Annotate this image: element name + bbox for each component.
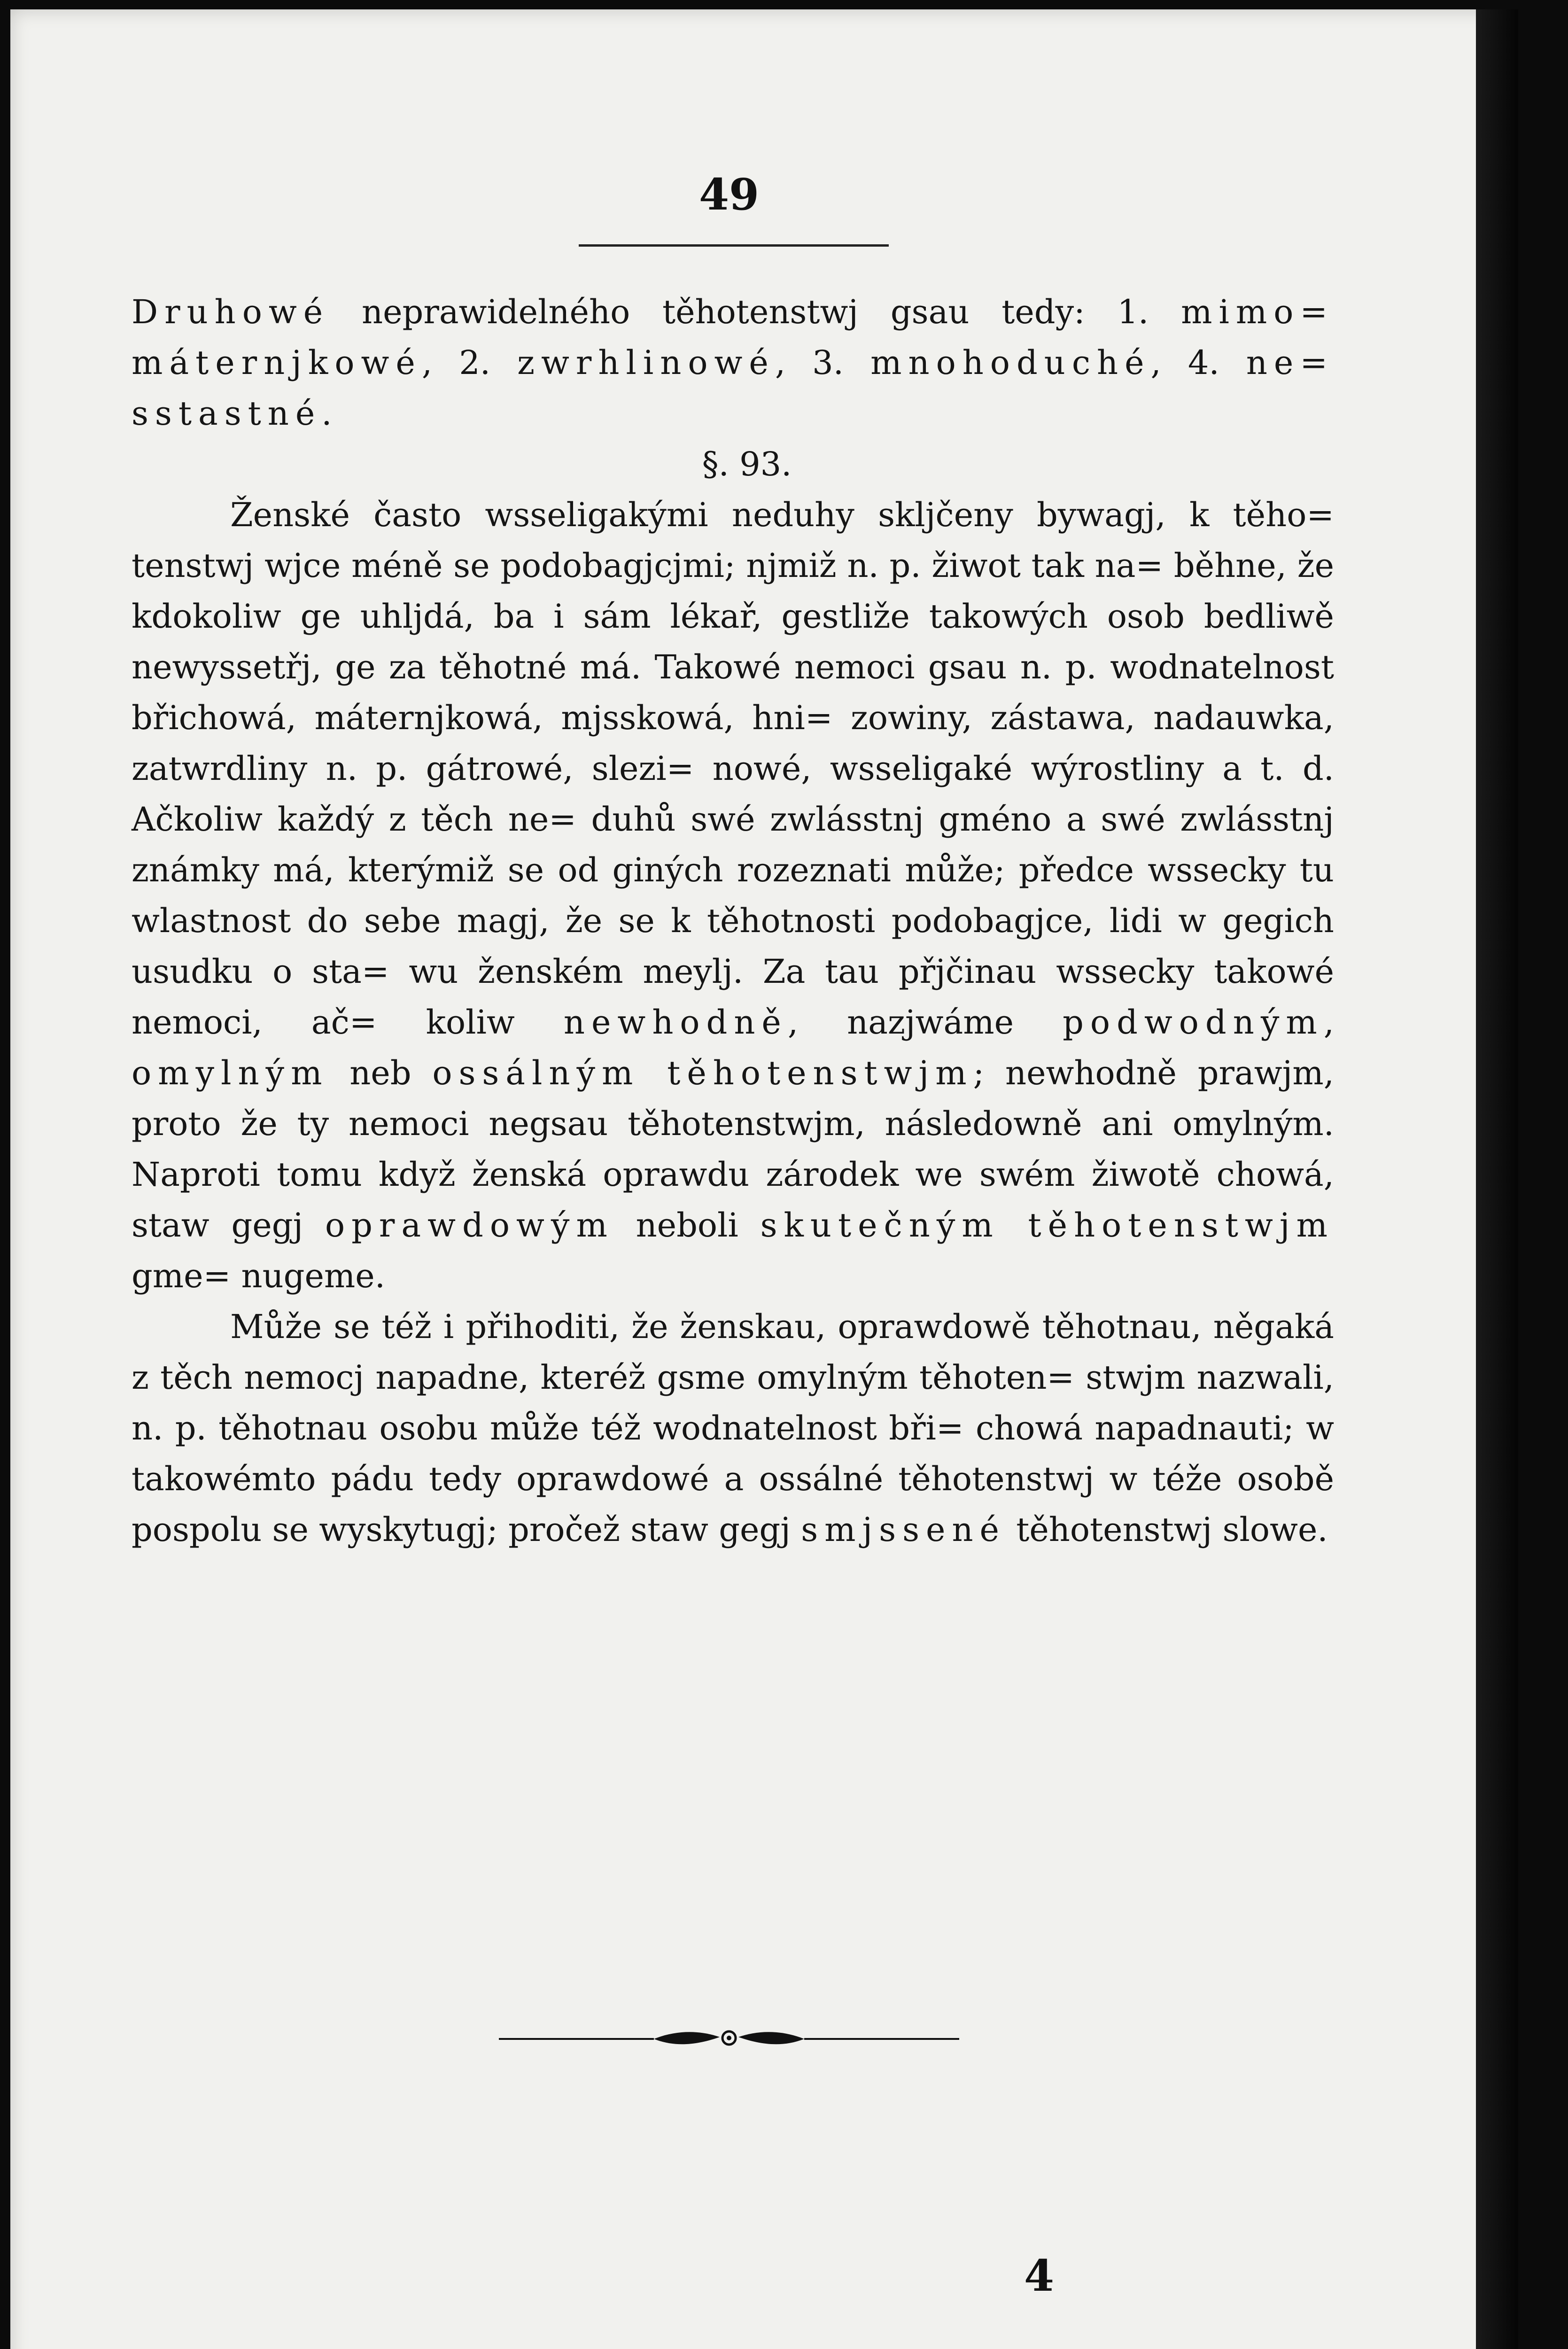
- header-rule: [579, 244, 889, 247]
- emphasis: Druhowé: [132, 293, 330, 331]
- section-heading: §. 93.: [702, 445, 792, 483]
- paragraph-2: Ženské často wsseligakými neduhy skljčeny bywagj, k těho= tenstwj wjce méně se podobagjcjmi; njmiž n. p. žiwot tak na= běhne, že kdokoliw ge uhljdá, ba i sám lékař, gestliže takowých osob bedliwě newyssetřj, ge za těhotné má. Takowé nemoci gsau n. p. wodnatelnost břichowá, máternjkowá, mjsskowá, hni= zowiny, zástawa, nadauwka, zatwrdliny n. p. gátrowé, slezi= nowé, wsseligaké wýrostliny a t. d. Ačkoliw každý z těch ne= duhů swé zwlásstnj gméno a swé zwlásstnj známky má, kterýmiž se od giných rozeznati může; předce wssecky tu wlastnost do sebe magj, že se k těhotnosti podobagjce, lidi w gegich usudku o sta= wu ženském meylj. Za tau přjčinau wssecky takowé nemoci, ač= koliw newhodně, nazjwáme podwodným, omylným neb ossálným těhotenstwjm; newhodně prawjm, proto že ty nemoci negsau těhotenstwjm, následowně ani omylným. Naproti tomu když ženská oprawdu zárodek we swém žiwotě chowá, staw gegj oprawdowým neboli skutečným těhotenstwjm gme= nugeme.: [132, 496, 1335, 1295]
- ornament-flourish-left: [654, 2032, 720, 2044]
- body-text: [132, 287, 1334, 1555]
- emphasis: ne=: [1246, 343, 1335, 382]
- emphasis: máternjkowé: [132, 343, 422, 382]
- book-page: [10, 9, 1518, 2349]
- ornament-center-dot: [727, 2036, 731, 2040]
- paragraph-1: Druhowé neprawidelného těhotenstwj gsau tedy: 1. mimo= máternjkowé, 2. zwrhlinowé, 3. mnohoduché, 4. ne= sstastné.: [132, 293, 1335, 433]
- emphasis: newhodně: [563, 1003, 788, 1042]
- ornament-flourish-right: [738, 2032, 804, 2044]
- emphasis: sstastné: [132, 394, 322, 433]
- emphasis: podwodným: [1063, 1003, 1324, 1042]
- page-edge-shadow: [1476, 9, 1518, 2349]
- emphasis: mimo=: [1181, 293, 1334, 331]
- emphasis: omylným: [132, 1054, 329, 1092]
- emphasis: ossálným těhotenstwjm: [432, 1054, 973, 1092]
- emphasis: smjssené: [801, 1510, 1006, 1549]
- emphasis: skutečným těhotenstwjm: [760, 1206, 1334, 1245]
- ornament-divider: [499, 2020, 959, 2058]
- paragraph-3: Může se též i přihoditi, že ženskau, oprawdowě těhotnau, něgaká z těch nemocj napadne, kteréž gsme omylným těhoten= stwjm nazwali, n. p. těhotnau osobu může též wodnatelnost bři= chowá napadnauti; w takowémto pádu tedy oprawdowé a ossálné těhotenstwj w téže osobě pospolu se wyskytugj; pročež staw gegj smjssené těhotenstwj slowe.: [132, 1307, 1334, 1549]
- signature-mark: 4: [1024, 2250, 1054, 2301]
- emphasis: mnohoduché: [870, 343, 1151, 382]
- emphasis: oprawdowým: [325, 1206, 614, 1245]
- emphasis: zwrhlinowé: [517, 343, 775, 382]
- page-number: 49: [699, 169, 760, 220]
